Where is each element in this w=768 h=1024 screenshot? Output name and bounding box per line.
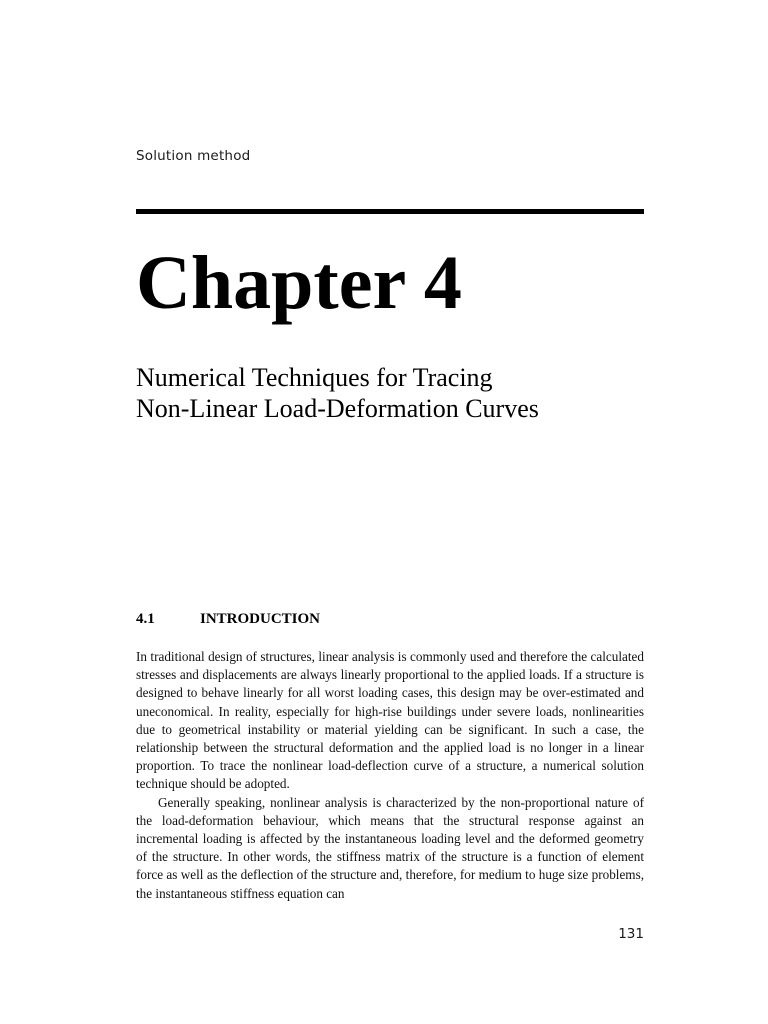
section-title: INTRODUCTION (200, 611, 321, 627)
chapter-subtitle-line-2: Non-Linear Load-Deformation Curves (136, 394, 539, 423)
chapter-subtitle-line-1: Numerical Techniques for Tracing (136, 363, 493, 392)
chapter-rule (136, 209, 644, 214)
chapter-subtitle (136, 362, 656, 424)
section-number: 4.1 (136, 611, 155, 627)
page-number: 131 (618, 926, 644, 942)
paragraph-2: Generally speaking, nonlinear analysis is characterized by the non-proportional nature of the load-deformation behaviour, which means that the structural response against an incremental loading is affected by the instantaneous loading level and the deformed geometry of the structure. In other words, the stiffness matrix of the structure is a function of element force as well as the deflection of the structure and, therefore, for medium to huge size problems, the instantaneous stiffness equation can (136, 794, 644, 901)
section-heading (136, 609, 320, 629)
paragraph-1: In traditional design of structures, linear analysis is commonly used and therefore the calculated stresses and displacements are always linearly proportional to the applied loads. If a structure is designed to behave linearly for all worst loading cases, this design may be over-estimated and uneconomical. In reality, especially for high-rise buildings under severe loads, nonlinearities due to geometrical instability or material yielding can be significant. In such a case, the relationship between the structural deformation and the applied load is no longer in a linear proportion. To trace the nonlinear load-deflection curve of a structure, a numerical solution technique should be adopted. (136, 649, 644, 792)
chapter-title: Chapter 4 (136, 241, 462, 325)
running-head: Solution method (136, 148, 251, 164)
body-text (136, 648, 644, 903)
